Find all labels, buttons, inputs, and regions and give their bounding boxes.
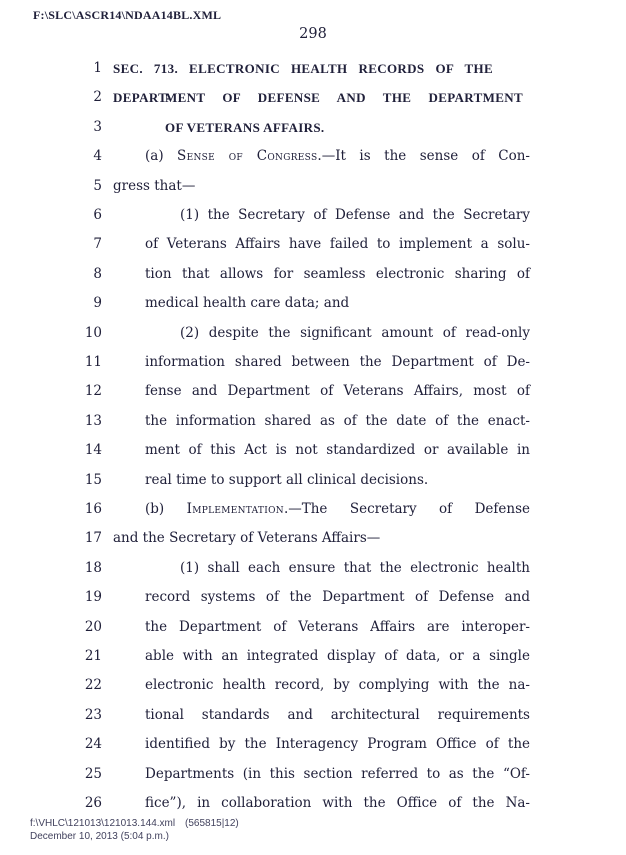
line-number: 9 [93, 295, 102, 312]
document-line [0, 260, 626, 290]
line-number: 23 [84, 706, 102, 723]
document-line [0, 377, 626, 407]
footer-print-code: (565815|12) [185, 818, 239, 829]
text-segment: real time to support all clinical decisions. [145, 471, 429, 488]
line-number: 5 [93, 177, 102, 194]
line-text [113, 407, 530, 436]
footer-file-path: f:\VHLC\121013\121013.144.xml [30, 818, 176, 829]
document-lines [0, 54, 626, 820]
line-text [113, 319, 530, 348]
line-number: 21 [84, 648, 102, 664]
line-text [113, 466, 530, 495]
line-number: 16 [84, 501, 102, 517]
line-number: 22 [84, 677, 102, 694]
text-segment: of Veterans Affairs have failed to implement a solu- [145, 236, 530, 253]
text-segment: the Department of Veterans Affairs are interoper- [145, 618, 530, 635]
text-segment: electronic health record, by complying with the na- [145, 677, 530, 694]
smallcaps-segment: Implementation [186, 501, 284, 517]
text-segment: gress that— [113, 177, 196, 194]
document-line [0, 466, 626, 496]
text-segment: the information shared as of the date of the enact- [145, 412, 530, 429]
header-file-path: F:\SLC\ASCR14\NDAA14BL.XML [33, 8, 222, 22]
document-line [0, 760, 626, 790]
document-line [0, 613, 626, 643]
text-segment: identified by the Interagency Program Office of the [145, 736, 530, 753]
document-line [0, 113, 626, 143]
document-line [0, 789, 626, 819]
text-segment: .—The Secretary of Defense [283, 501, 530, 517]
text-segment: record systems of the Department of Defense and [145, 589, 530, 606]
line-number: 7 [93, 236, 102, 253]
line-text [113, 113, 530, 142]
text-segment: (b) [145, 501, 187, 517]
text-segment: SEC. 713. ELECTRONIC HEALTH RECORDS OF THE DEPART- [113, 61, 493, 106]
line-number: 25 [84, 765, 102, 782]
line-number: 3 [93, 118, 102, 135]
line-number: 12 [84, 383, 102, 400]
line-number: 17 [84, 530, 102, 547]
text-segment: and the Secretary of Veterans Affairs— [113, 530, 381, 547]
text-segment: tion that allows for seamless electronic sharing of [145, 265, 530, 282]
smallcaps-segment: Sense of Congress [177, 148, 318, 165]
document-line [0, 172, 626, 202]
document-line [0, 701, 626, 731]
line-text [113, 701, 530, 730]
document-line [0, 142, 626, 172]
line-text [113, 377, 530, 406]
text-segment: tional standards and architectural requirements [145, 706, 530, 723]
document-line [0, 436, 626, 466]
text-segment: ment of this Act is not standardized or available in [145, 442, 530, 459]
line-text [113, 172, 530, 201]
line-text [113, 436, 530, 465]
line-number: 8 [93, 265, 102, 282]
text-segment: information shared between the Department of De- [145, 354, 530, 370]
text-segment: (2) despite the significant amount of read-only [180, 324, 530, 341]
line-number: 2 [93, 89, 102, 106]
line-text [113, 730, 530, 759]
line-number: 6 [93, 207, 102, 223]
line-number: 15 [84, 471, 102, 488]
document-line [0, 230, 626, 260]
line-text [113, 554, 530, 583]
text-segment: fice”), in collaboration with the Office of the Na- [145, 795, 530, 811]
line-text [113, 348, 530, 377]
document-line [0, 671, 626, 701]
document-line [0, 319, 626, 349]
line-text [113, 142, 530, 171]
line-number: 18 [84, 559, 102, 576]
line-number: 24 [84, 736, 102, 753]
line-text [113, 671, 530, 700]
text-segment: OF VETERANS AFFAIRS. [165, 119, 325, 135]
line-number: 13 [84, 412, 102, 429]
line-text [113, 201, 530, 230]
line-text [113, 260, 530, 289]
text-segment: MENT OF DEFENSE AND THE DEPARTMENT [165, 90, 523, 106]
document-line [0, 407, 626, 437]
line-number: 1 [93, 60, 102, 76]
line-text [113, 495, 530, 524]
text-segment: (a) [145, 148, 178, 165]
line-text [113, 789, 530, 818]
document-line [0, 495, 626, 525]
line-text [113, 760, 530, 789]
line-text [113, 642, 530, 671]
line-text [113, 230, 530, 259]
document-line [0, 642, 626, 672]
text-segment: (1) the Secretary of Defense and the Secretary [180, 207, 530, 223]
text-segment: (1) shall each ensure that the electronic health [180, 559, 530, 576]
text-segment: .—It is the sense of Con- [317, 148, 530, 165]
footer-date: December 10, 2013 (5:04 p.m.) [30, 831, 169, 842]
document-line [0, 730, 626, 760]
line-number: 19 [84, 589, 102, 606]
document-line [0, 348, 626, 378]
text-segment: Departments (in this section referred to as the “Of- [145, 765, 530, 782]
line-number: 10 [84, 324, 102, 341]
line-number: 11 [84, 354, 102, 370]
line-text [113, 524, 530, 553]
text-segment: able with an integrated display of data, or a single [145, 648, 530, 664]
document-line [0, 554, 626, 584]
text-segment: medical health care data; and [145, 295, 350, 312]
line-number: 14 [84, 442, 102, 459]
document-line [0, 524, 626, 554]
document-line [0, 289, 626, 319]
line-number: 20 [84, 618, 102, 635]
line-number: 26 [84, 795, 102, 811]
line-number: 4 [93, 148, 102, 165]
line-text [113, 83, 530, 112]
document-line [0, 583, 626, 613]
page-number: 298 [299, 26, 327, 42]
text-segment: fense and Department of Veterans Affairs, most of [145, 383, 530, 400]
line-text [113, 613, 530, 642]
document-line [0, 83, 626, 113]
line-text [113, 289, 530, 318]
line-text [113, 583, 530, 612]
document-line [0, 201, 626, 231]
